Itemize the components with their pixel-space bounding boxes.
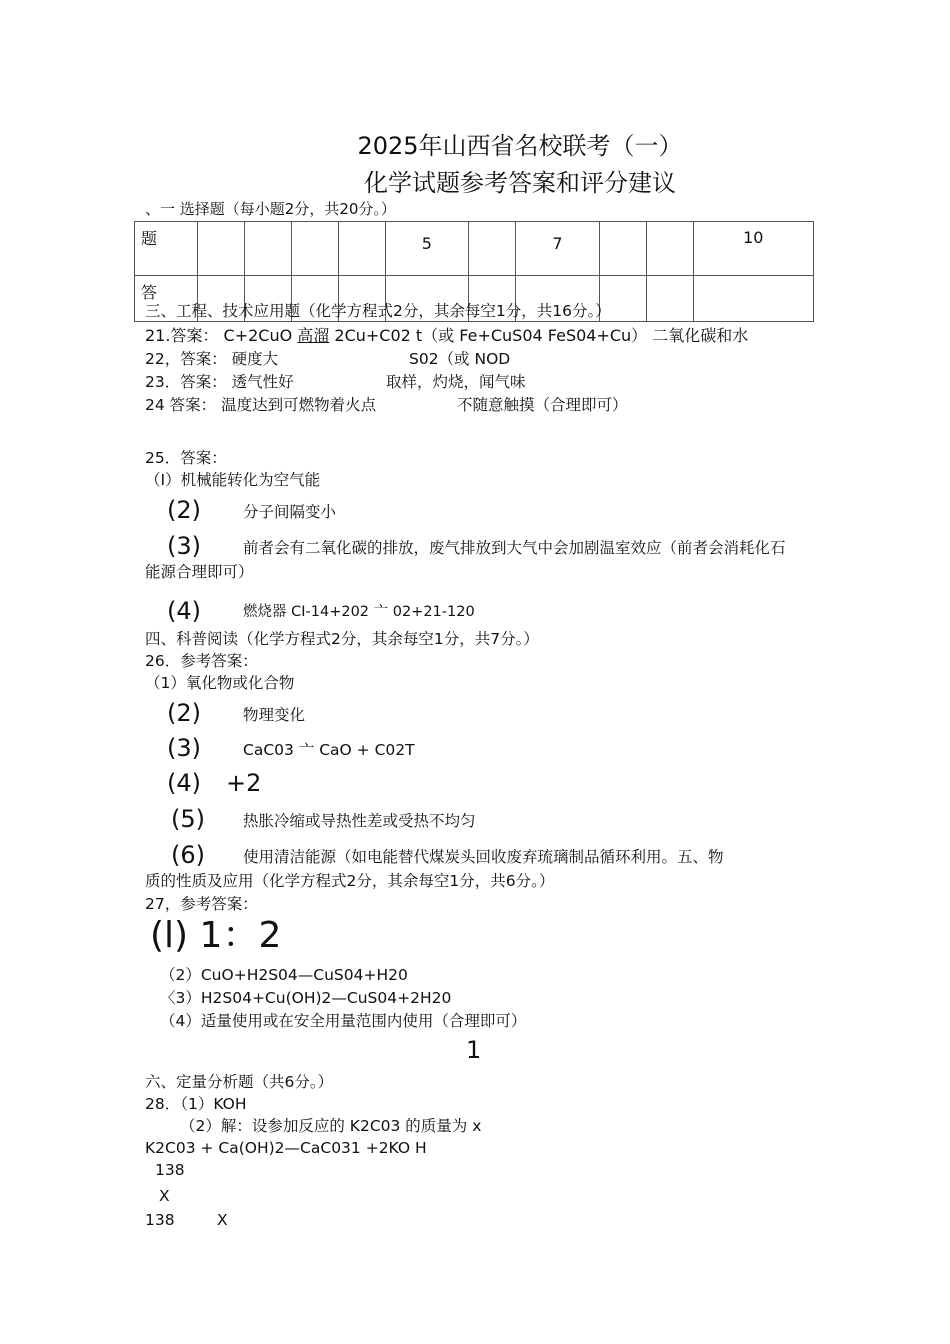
answer-26-num5: (5) bbox=[171, 805, 205, 833]
answer-26-part2: 物理变化 bbox=[243, 706, 306, 724]
answer-26-num6: (6) bbox=[171, 841, 205, 869]
table-cell: 7 bbox=[516, 222, 600, 276]
answer-28-ratio-right: X bbox=[217, 1211, 228, 1229]
table-cell: 5 bbox=[385, 222, 469, 276]
answer-23-b: 取样，灼烧，闻气味 bbox=[386, 373, 526, 391]
table-cell bbox=[244, 222, 291, 276]
row-label-answer: 答 bbox=[135, 276, 198, 322]
answer-25-part1: （I）机械能转化为空气能 bbox=[145, 471, 321, 489]
section-quantitative-heading: 六、定量分析题（共6分。） bbox=[145, 1073, 334, 1091]
answer-25-num3: (3) bbox=[167, 532, 201, 560]
answer-26-part1: （1）氧化物或化合物 bbox=[145, 674, 295, 692]
answer-28-part1: 28．（1）KOH bbox=[145, 1095, 247, 1113]
table-cell bbox=[646, 222, 693, 276]
answer-28-molar-mass: 138 bbox=[155, 1161, 185, 1179]
answer-21 bbox=[145, 326, 748, 345]
table-cell: 10 bbox=[693, 222, 813, 276]
answer-23-a: 23．答案： 透气性好 bbox=[145, 373, 294, 391]
reaction-condition: 高溜 bbox=[297, 326, 330, 345]
answer-27-part3: 〈3）H2S04+Cu(OH)2—CuS04+2H20 bbox=[160, 989, 452, 1007]
row-label-question: 题 bbox=[135, 222, 198, 276]
answer-26-part3: CaC03 亠 CaO + C02T bbox=[243, 741, 415, 759]
section-reading-heading: 四、科普阅读（化学方程式2分，其余每空1分，共7分。） bbox=[145, 630, 539, 648]
answer-21-rest: 2Cu+C02 t（或 Fe+CuS04 FeS04+Cu） 二氧化碳和水 bbox=[329, 326, 749, 345]
answer-26-heading: 26．参考答案： bbox=[145, 652, 258, 670]
answer-27-part2: （2）CuO+H2S04—CuS04+H20 bbox=[160, 966, 408, 984]
answer-26-num2: (2) bbox=[167, 699, 201, 727]
answer-22-b: S02（或 NOD bbox=[409, 350, 511, 368]
answer-26-part6-cont: 质的性质及应用（化学方程式2分，其余每空1分，共6分。） bbox=[145, 872, 555, 890]
section-choice-heading: 、一 选择题（每小题2分，共20分。） bbox=[145, 200, 396, 218]
answer-25-part2: 分子间隔变小 bbox=[243, 503, 337, 521]
answer-25-part4: 燃烧器 CI-14+202 亠 02+21-120 bbox=[243, 604, 475, 620]
answer-25-part3: 前者会有二氧化碳的排放，废气排放到大气中会加剧温室效应（前者会消耗化石 bbox=[243, 539, 786, 557]
answer-25-part3-cont: 能源合理即可） bbox=[145, 563, 254, 581]
table-cell bbox=[599, 222, 646, 276]
answer-22-a: 22，答案： 硬度大 bbox=[145, 350, 279, 368]
answer-24-a: 24 答案： 温度达到可燃物着火点 bbox=[145, 396, 377, 414]
answer-25-num2: (2) bbox=[167, 496, 201, 524]
answer-28-part2: （2）解：设参加反应的 K2C03 的质量为 x bbox=[180, 1117, 482, 1135]
table-cell bbox=[291, 222, 338, 276]
page-number: 1 bbox=[466, 1036, 482, 1064]
answer-27-part4: （4）适量使用或在安全用量范围内使用（合理即可） bbox=[160, 1012, 527, 1030]
answer-24-b: 不随意触摸（合理即可） bbox=[457, 396, 628, 414]
answer-25-heading: 25．答案： bbox=[145, 449, 227, 467]
answer-25-num4: (4) bbox=[167, 597, 201, 625]
answer-26-part6: 使用清洁能源（如电能替代煤炭头回收废弃琉璃制品循环利用。五、物 bbox=[243, 848, 724, 866]
answer-26-part4: +2 bbox=[226, 769, 262, 797]
answer-26-part5: 热胀冷缩或导热性差或受热不均匀 bbox=[243, 812, 476, 830]
table-cell bbox=[198, 222, 245, 276]
answer-26-num4: (4) bbox=[167, 769, 201, 797]
section-engineering-heading: 三、工程、技术应用题（化学方程式2分，其余每空1分，共16分。） bbox=[145, 302, 611, 320]
table-cell bbox=[646, 276, 693, 322]
answer-28-ratio-left: 138 bbox=[145, 1211, 175, 1229]
answer-21-prefix: 21.答案： C+2CuO bbox=[145, 326, 298, 345]
answer-27-part1: (l) 1：2 bbox=[150, 915, 282, 956]
table-cell bbox=[469, 222, 516, 276]
answer-28-unknown: X bbox=[159, 1187, 170, 1205]
page-title-line2: 化学试题参考答案和评分建议 bbox=[364, 169, 676, 197]
table-cell bbox=[693, 276, 813, 322]
table-cell bbox=[338, 222, 385, 276]
page-title-line1: 2025年山西省名校联考（一） bbox=[357, 132, 683, 160]
question-number-row bbox=[135, 222, 814, 276]
answer-27-heading: 27，参考答案： bbox=[145, 895, 258, 913]
answer-26-num3: (3) bbox=[167, 734, 201, 762]
answer-28-equation: K2C03 + Ca(OH)2—CaC031 +2KO H bbox=[145, 1139, 427, 1157]
